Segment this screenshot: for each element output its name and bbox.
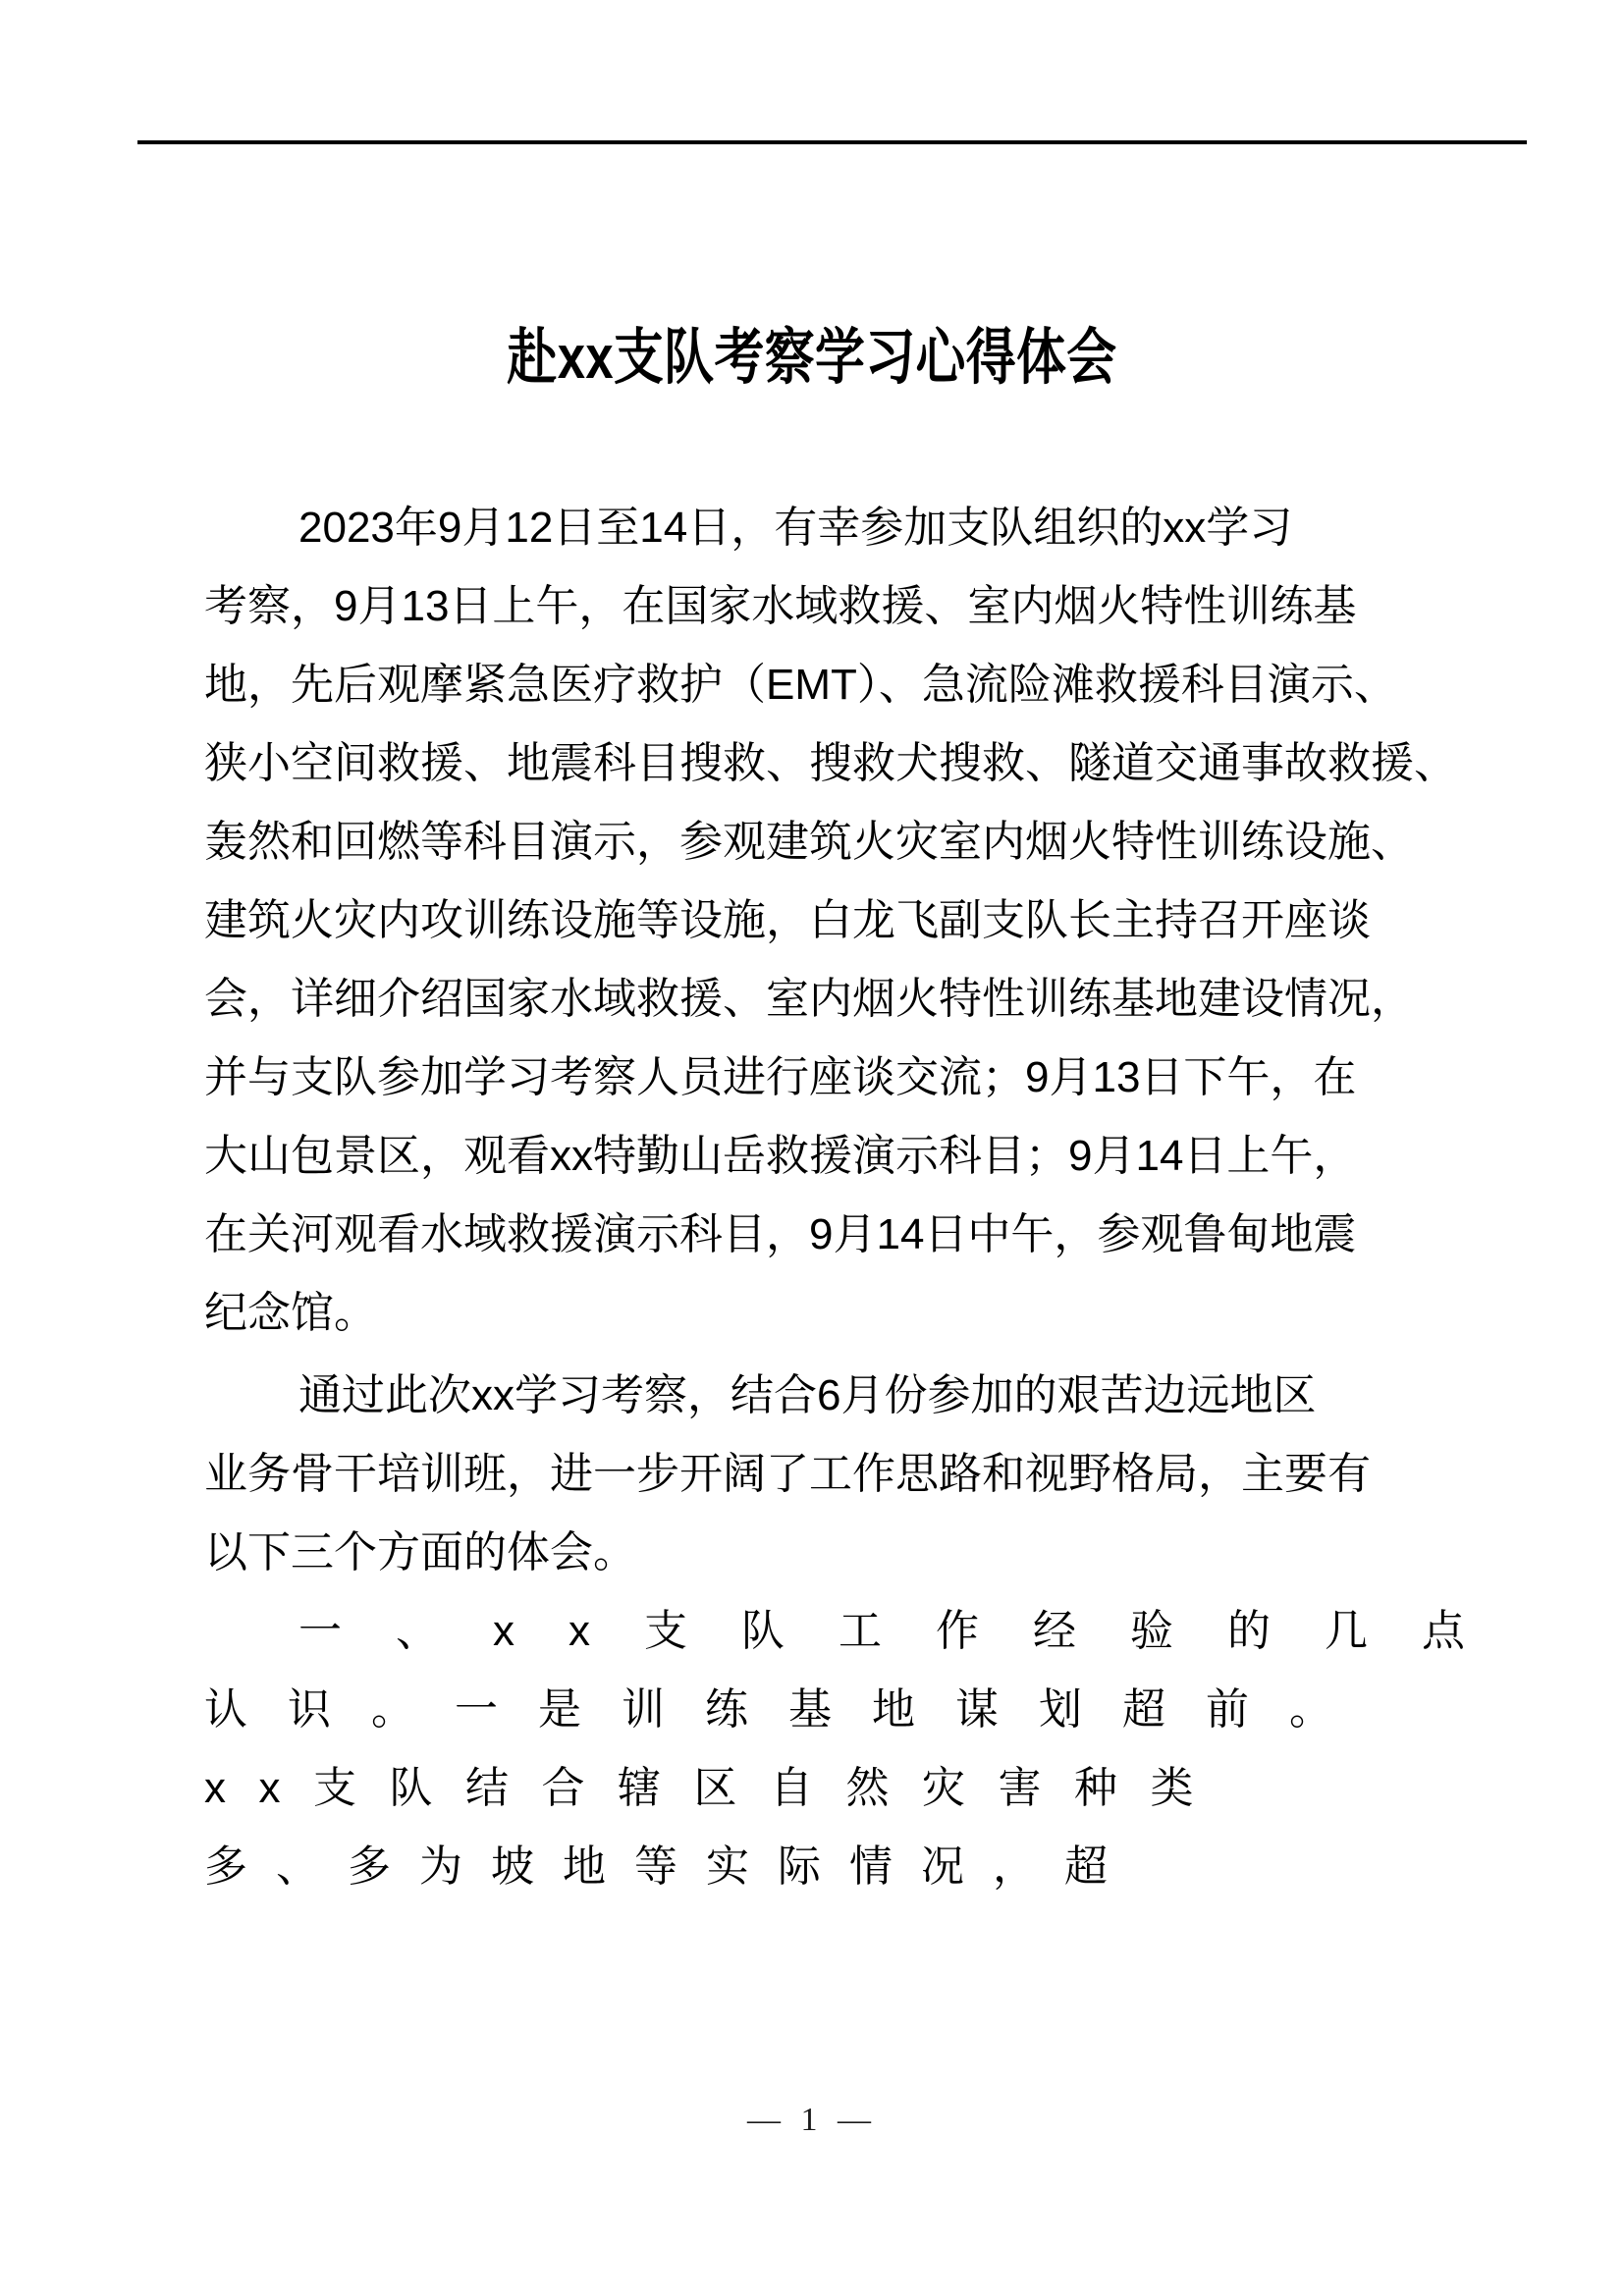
paragraph-line: 在关河观看水域救援演示科目，9月14日中午，参观鲁甸地震 <box>204 1210 1357 1258</box>
paragraph-line: 认识。一是训练基地谋划超前。 <box>204 1685 1373 1734</box>
paragraph-summary <box>204 1357 1422 1592</box>
header-divider-rule <box>137 140 1527 144</box>
paragraph-line: 多、多为坡地等实际情况，超 <box>204 1842 1136 1891</box>
paragraph-line: 以下三个方面的体会。 <box>204 1528 636 1576</box>
paragraph-line: 建筑火灾内攻训练设施等设施，白龙飞副支队长主持召开座谈 <box>204 896 1371 944</box>
paragraph-line: 大山包景区，观看xx特勤山岳救援演示科目；9月14日上午， <box>204 1132 1357 1180</box>
paragraph-line: 一、xx支队工作经验的几点 <box>298 1607 1519 1655</box>
paragraph-line: 会，详细介绍国家水域救援、室内烟火特性训练基地建设情况， <box>204 975 1414 1023</box>
header-rule-container <box>137 140 1527 144</box>
page-footer <box>0 2041 1624 2296</box>
paragraph-line: 考察，9月13日上午，在国家水域救援、室内烟火特性训练基 <box>204 582 1357 630</box>
page-number: — 1 — <box>747 2102 877 2138</box>
paragraph-line: 纪念馆。 <box>204 1289 377 1337</box>
paragraph-line: xx支队结合辖区自然灾害种类 <box>204 1764 1226 1812</box>
paragraph-line: 并与支队参加学习考察人员进行座谈交流；9月13日下午，在 <box>204 1053 1357 1101</box>
page-title: 赴xx支队考察学习心得体会 <box>507 323 1117 392</box>
paragraph-section-one <box>204 1592 1519 1906</box>
paragraph-line: 2023年9月12日至14日，有幸参加支队组织的xx学习 <box>298 504 1293 552</box>
paragraph-line: 通过此次xx学习考察，结合6月份参加的艰苦边远地区 <box>298 1371 1317 1419</box>
document-body <box>204 489 1519 1906</box>
paragraph-line: 轰然和回燃等科目演示，参观建筑火灾室内烟火特性训练设施、 <box>204 818 1414 866</box>
paragraph-intro <box>204 489 1457 1353</box>
paragraph-line: 狭小空间救援、地震科目搜救、搜救犬搜救、隧道交通事故救援、 <box>204 739 1457 787</box>
paragraph-line: 地，先后观摩紧急医疗救护（EMT）、急流险滩救援科目演示、 <box>204 661 1397 709</box>
paragraph-line: 业务骨干培训班，进一步开阔了工作思路和视野格局，主要有 <box>204 1450 1371 1498</box>
